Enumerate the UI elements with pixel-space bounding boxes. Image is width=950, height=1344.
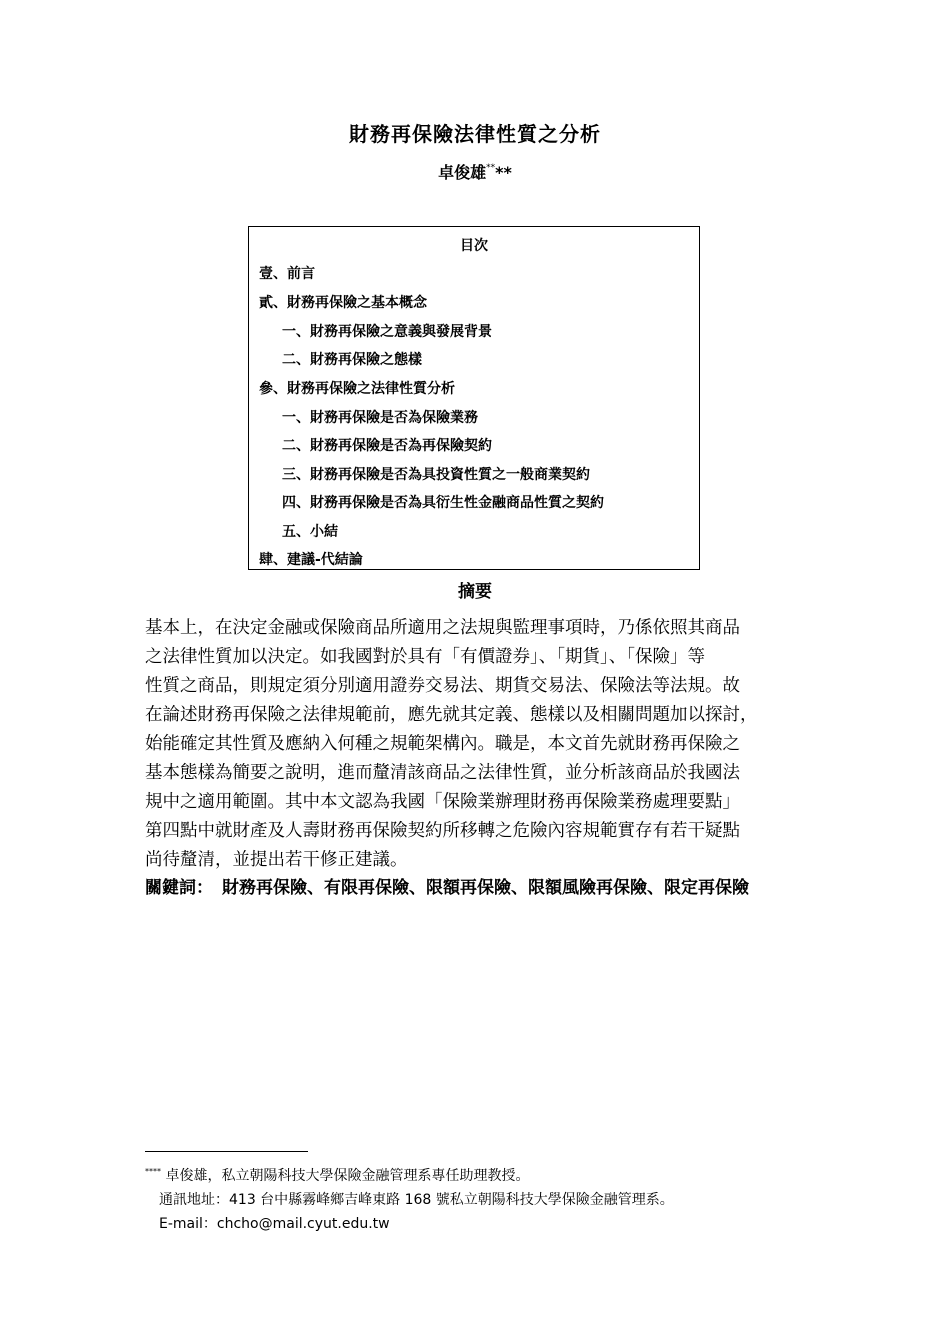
abstract-line: 基本上，在決定金融或保險商品所適用之法規與監理事項時，乃係依照其商品 xyxy=(145,618,740,638)
toc-subitem: 三、財務再保險是否為具投資性質之一般商業契約 xyxy=(282,467,590,483)
toc-item: 壹、前言 xyxy=(259,266,315,282)
toc-subitem: 二、財務再保險是否為再保險契約 xyxy=(282,438,492,454)
author-name: 卓俊雄 xyxy=(438,163,487,182)
footnote-line-1 xyxy=(145,1160,674,1188)
table-of-contents xyxy=(248,226,700,570)
abstract-line: 規中之適用範圍。其中本文認為我國「保險業辦理財務再保險業務處理要點」 xyxy=(145,792,740,812)
toc-item: 肆、建議-代結論 xyxy=(259,552,363,568)
footnote xyxy=(145,1160,674,1236)
abstract-line: 尚待釐清，並提出若干修正建議。 xyxy=(145,850,408,870)
footnote-address: 通訊地址：413 台中縣霧峰鄉吉峰東路 168 號私立朝陽科技大學保險金融管理系。 xyxy=(159,1192,674,1208)
author-suffix: ** xyxy=(495,163,512,182)
keywords-text: 財務再保險、有限再保險、限額再保險、限額風險再保險、限定再保險 xyxy=(222,878,749,898)
paper-title: 財務再保險法律性質之分析 xyxy=(349,122,601,146)
abstract-line: 在論述財務再保險之法律規範前，應先就其定義、態樣以及相關問題加以探討， xyxy=(145,705,758,725)
toc-subitem: 一、財務再保險之意義與發展背景 xyxy=(282,324,492,340)
abstract-line: 性質之商品，則規定須分別適用證券交易法、期貨交易法、保險法等法規。故 xyxy=(145,676,740,696)
abstract-line: 之法律性質加以決定。如我國對於具有「有價證券」、「期貨」、「保險」等 xyxy=(145,647,705,667)
abstract-body xyxy=(145,614,810,875)
footnote-affiliation: 卓俊雄，私立朝陽科技大學保險金融管理系專任助理教授。 xyxy=(161,1168,530,1184)
toc-item: 貳、財務再保險之基本概念 xyxy=(259,295,427,311)
keywords-label: 關鍵詞： xyxy=(145,878,213,898)
toc-subitem: 五、小結 xyxy=(282,524,338,540)
abstract-line: 始能確定其性質及應納入何種之規範架構內。職是，本文首先就財務再保險之 xyxy=(145,734,740,754)
toc-subitem: 一、財務再保險是否為保險業務 xyxy=(282,410,478,426)
author-footnote-mark: ** xyxy=(486,163,496,173)
toc-item: 參、財務再保險之法律性質分析 xyxy=(259,381,455,397)
footnote-marker: **** xyxy=(145,1167,161,1176)
abstract-title: 摘要 xyxy=(458,582,492,602)
abstract-line: 基本態樣為簡要之說明，進而釐清該商品之法律性質，並分析該商品於我國法 xyxy=(145,763,740,783)
toc-subitem: 四、財務再保險是否為具衍生性金融商品性質之契約 xyxy=(282,495,604,511)
footnote-email: E-mail：chcho@mail.cyut.edu.tw xyxy=(159,1216,390,1232)
toc-title: 目次 xyxy=(460,238,488,254)
author-line xyxy=(0,160,950,183)
footnote-divider xyxy=(145,1151,308,1152)
toc-subitem: 二、財務再保險之態樣 xyxy=(282,352,422,368)
abstract-line: 第四點中就財產及人壽財務再保險契約所移轉之危險內容規範實存有若干疑點 xyxy=(145,821,740,841)
